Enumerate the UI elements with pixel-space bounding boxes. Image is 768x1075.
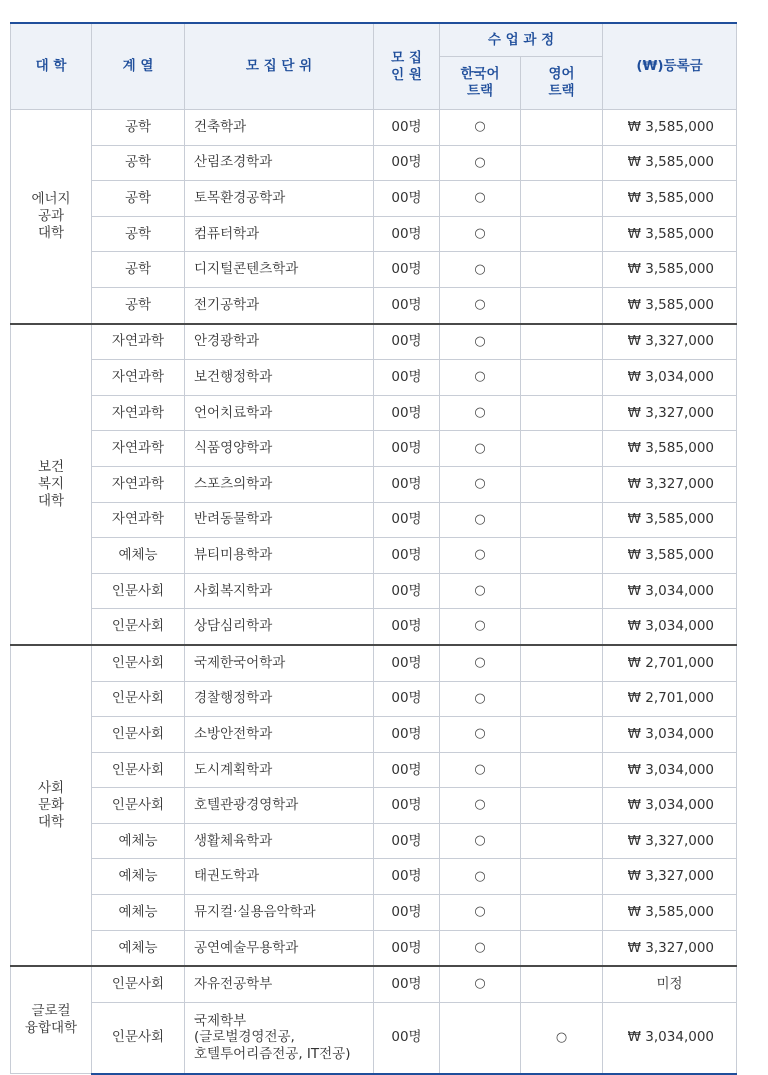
series-cell: 인문사회 (92, 966, 185, 1002)
table-row (11, 859, 737, 895)
series-cell: 예체능 (92, 895, 185, 931)
header-fee: (₩)등록금 (603, 23, 737, 110)
header-english-track (521, 57, 603, 110)
unit-cell: 전기공학과 (185, 287, 374, 323)
header-college: 대 학 (11, 23, 92, 110)
series-cell: 인문사회 (92, 752, 185, 788)
series-cell: 자연과학 (92, 502, 185, 538)
english-track-cell (521, 360, 603, 396)
english-track-cell (521, 324, 603, 360)
series-cell: 예체능 (92, 823, 185, 859)
series-cell: 자연과학 (92, 431, 185, 467)
quota-cell: 00명 (374, 930, 440, 966)
table-row (11, 573, 737, 609)
unit-cell: 언어치료학과 (185, 395, 374, 431)
series-cell: 자연과학 (92, 466, 185, 502)
english-track-cell (521, 502, 603, 538)
series-cell: 인문사회 (92, 645, 185, 681)
korean-track-cell: ○ (440, 538, 521, 574)
header-korean-line1: 한국어 (460, 66, 500, 83)
series-cell: 인문사회 (92, 788, 185, 824)
unit-cell: 토목환경공학과 (185, 181, 374, 217)
korean-track-cell: ○ (440, 252, 521, 288)
series-cell: 자연과학 (92, 395, 185, 431)
korean-track-cell: ○ (440, 645, 521, 681)
table-header (11, 23, 737, 110)
fee-cell: ₩ 3,327,000 (603, 324, 737, 360)
english-track-cell (521, 395, 603, 431)
series-cell: 공학 (92, 287, 185, 323)
series-cell: 자연과학 (92, 324, 185, 360)
fee-cell: ₩ 2,701,000 (603, 645, 737, 681)
korean-track-cell: ○ (440, 287, 521, 323)
college-cell: 보건 복지 대학 (11, 324, 92, 645)
fee-cell: ₩ 3,034,000 (603, 1002, 737, 1074)
english-track-cell (521, 431, 603, 467)
fee-cell: ₩ 3,585,000 (603, 216, 737, 252)
quota-cell: 00명 (374, 752, 440, 788)
tuition-table-container (10, 22, 736, 1075)
series-cell: 공학 (92, 181, 185, 217)
series-cell: 인문사회 (92, 609, 185, 645)
quota-cell: 00명 (374, 360, 440, 396)
korean-track-cell: ○ (440, 859, 521, 895)
fee-cell: ₩ 3,585,000 (603, 252, 737, 288)
fee-cell: ₩ 3,327,000 (603, 823, 737, 859)
fee-cell: ₩ 3,034,000 (603, 573, 737, 609)
korean-track-cell: ○ (440, 181, 521, 217)
table-row (11, 966, 737, 1002)
english-track-cell (521, 681, 603, 717)
table-row (11, 145, 737, 181)
table-row (11, 252, 737, 288)
quota-cell: 00명 (374, 681, 440, 717)
korean-track-cell: ○ (440, 681, 521, 717)
table-row (11, 181, 737, 217)
fee-cell: ₩ 3,585,000 (603, 287, 737, 323)
english-track-cell (521, 895, 603, 931)
english-track-cell (521, 609, 603, 645)
quota-cell: 00명 (374, 609, 440, 645)
table-row (11, 681, 737, 717)
table-row (11, 502, 737, 538)
quota-cell: 00명 (374, 466, 440, 502)
table-row (11, 930, 737, 966)
series-cell: 공학 (92, 145, 185, 181)
fee-cell: ₩ 3,327,000 (603, 930, 737, 966)
korean-track-cell (440, 1002, 521, 1074)
series-cell: 인문사회 (92, 573, 185, 609)
korean-track-cell: ○ (440, 823, 521, 859)
english-track-cell (521, 859, 603, 895)
english-track-cell (521, 145, 603, 181)
quota-cell: 00명 (374, 431, 440, 467)
korean-track-cell: ○ (440, 466, 521, 502)
korean-track-cell: ○ (440, 395, 521, 431)
series-cell: 공학 (92, 252, 185, 288)
quota-cell: 00명 (374, 645, 440, 681)
korean-track-cell: ○ (440, 966, 521, 1002)
unit-cell: 식품영양학과 (185, 431, 374, 467)
table-row (11, 538, 737, 574)
unit-cell: 컴퓨터학과 (185, 216, 374, 252)
unit-cell: 자유전공학부 (185, 966, 374, 1002)
unit-cell: 건축학과 (185, 110, 374, 146)
unit-cell: 반려동물학과 (185, 502, 374, 538)
korean-track-cell: ○ (440, 573, 521, 609)
quota-cell: 00명 (374, 1002, 440, 1074)
quota-cell: 00명 (374, 110, 440, 146)
fee-cell: ₩ 3,034,000 (603, 788, 737, 824)
table-row (11, 1002, 737, 1074)
english-track-cell (521, 181, 603, 217)
quota-cell: 00명 (374, 252, 440, 288)
fee-cell: ₩ 3,585,000 (603, 895, 737, 931)
header-korean-track (440, 57, 521, 110)
table-row (11, 609, 737, 645)
fee-cell: ₩ 3,327,000 (603, 466, 737, 502)
korean-track-cell: ○ (440, 717, 521, 753)
quota-cell: 00명 (374, 717, 440, 753)
korean-track-cell: ○ (440, 895, 521, 931)
table-row (11, 360, 737, 396)
korean-track-cell: ○ (440, 609, 521, 645)
unit-cell: 안경광학과 (185, 324, 374, 360)
quota-cell: 00명 (374, 823, 440, 859)
tuition-table (10, 22, 737, 1075)
english-track-cell (521, 752, 603, 788)
unit-cell: 사회복지학과 (185, 573, 374, 609)
english-track-cell (521, 538, 603, 574)
english-track-cell (521, 788, 603, 824)
english-track-cell (521, 252, 603, 288)
fee-cell: ₩ 3,327,000 (603, 859, 737, 895)
fee-cell: ₩ 3,034,000 (603, 752, 737, 788)
header-unit: 모 집 단 위 (185, 23, 374, 110)
fee-cell: ₩ 3,034,000 (603, 360, 737, 396)
fee-cell: 미정 (603, 966, 737, 1002)
fee-cell: ₩ 2,701,000 (603, 681, 737, 717)
table-row (11, 752, 737, 788)
english-track-cell: ○ (521, 1002, 603, 1074)
korean-track-cell: ○ (440, 324, 521, 360)
series-cell: 인문사회 (92, 717, 185, 753)
english-track-cell (521, 466, 603, 502)
english-track-cell (521, 645, 603, 681)
fee-cell: ₩ 3,585,000 (603, 502, 737, 538)
series-cell: 인문사회 (92, 681, 185, 717)
unit-cell: 상담심리학과 (185, 609, 374, 645)
quota-cell: 00명 (374, 573, 440, 609)
quota-cell: 00명 (374, 788, 440, 824)
unit-cell: 스포츠의학과 (185, 466, 374, 502)
unit-cell: 국제학부 (글로벌경영전공, 호텔투어리즘전공, IT전공) (185, 1002, 374, 1074)
english-track-cell (521, 823, 603, 859)
fee-cell: ₩ 3,585,000 (603, 538, 737, 574)
korean-track-cell: ○ (440, 752, 521, 788)
series-cell: 인문사회 (92, 1002, 185, 1074)
table-row (11, 717, 737, 753)
header-course: 수 업 과 정 (440, 23, 603, 57)
unit-cell: 뷰티미용학과 (185, 538, 374, 574)
table-row (11, 287, 737, 323)
table-row (11, 395, 737, 431)
table-row (11, 110, 737, 146)
series-cell: 예체능 (92, 930, 185, 966)
korean-track-cell: ○ (440, 216, 521, 252)
fee-cell: ₩ 3,034,000 (603, 609, 737, 645)
korean-track-cell: ○ (440, 110, 521, 146)
quota-cell: 00명 (374, 538, 440, 574)
college-cell: 사회 문화 대학 (11, 645, 92, 966)
table-row (11, 788, 737, 824)
korean-track-cell: ○ (440, 930, 521, 966)
fee-cell: ₩ 3,327,000 (603, 395, 737, 431)
unit-cell: 도시계획학과 (185, 752, 374, 788)
quota-cell: 00명 (374, 502, 440, 538)
quota-cell: 00명 (374, 287, 440, 323)
english-track-cell (521, 110, 603, 146)
korean-track-cell: ○ (440, 360, 521, 396)
header-series: 계 열 (92, 23, 185, 110)
table-body (11, 110, 737, 1074)
quota-cell: 00명 (374, 395, 440, 431)
quota-cell: 00명 (374, 895, 440, 931)
series-cell: 예체능 (92, 538, 185, 574)
quota-cell: 00명 (374, 859, 440, 895)
series-cell: 자연과학 (92, 360, 185, 396)
unit-cell: 뮤지컬·실용음악학과 (185, 895, 374, 931)
table-row (11, 466, 737, 502)
header-english-line1: 영어 (548, 66, 575, 83)
header-english-line2: 트랙 (548, 83, 575, 99)
fee-cell: ₩ 3,585,000 (603, 431, 737, 467)
unit-cell: 국제한국어학과 (185, 645, 374, 681)
table-row (11, 823, 737, 859)
unit-cell: 경찰행정학과 (185, 681, 374, 717)
fee-cell: ₩ 3,585,000 (603, 181, 737, 217)
english-track-cell (521, 216, 603, 252)
unit-cell: 생활체육학과 (185, 823, 374, 859)
college-cell: 글로컬 융합대학 (11, 966, 92, 1074)
college-cell: 에너지 공과 대학 (11, 110, 92, 324)
table-row (11, 216, 737, 252)
fee-cell: ₩ 3,585,000 (603, 145, 737, 181)
english-track-cell (521, 287, 603, 323)
english-track-cell (521, 930, 603, 966)
quota-cell: 00명 (374, 181, 440, 217)
quota-cell: 00명 (374, 216, 440, 252)
unit-cell: 호텔관광경영학과 (185, 788, 374, 824)
header-korean-line2: 트랙 (466, 83, 494, 99)
quota-cell: 00명 (374, 145, 440, 181)
series-cell: 공학 (92, 216, 185, 252)
series-cell: 예체능 (92, 859, 185, 895)
table-row (11, 895, 737, 931)
quota-cell: 00명 (374, 966, 440, 1002)
unit-cell: 태권도학과 (185, 859, 374, 895)
table-row (11, 431, 737, 467)
header-quota-line2: 인 원 (391, 66, 422, 83)
unit-cell: 보건행정학과 (185, 360, 374, 396)
header-quota (374, 23, 440, 110)
english-track-cell (521, 717, 603, 753)
fee-cell: ₩ 3,585,000 (603, 110, 737, 146)
unit-cell: 공연예술무용학과 (185, 930, 374, 966)
korean-track-cell: ○ (440, 788, 521, 824)
english-track-cell (521, 573, 603, 609)
unit-cell: 소방안전학과 (185, 717, 374, 753)
unit-cell: 디지털콘텐츠학과 (185, 252, 374, 288)
quota-cell: 00명 (374, 324, 440, 360)
korean-track-cell: ○ (440, 145, 521, 181)
series-cell: 공학 (92, 110, 185, 146)
english-track-cell (521, 966, 603, 1002)
korean-track-cell: ○ (440, 431, 521, 467)
fee-cell: ₩ 3,034,000 (603, 717, 737, 753)
table-row (11, 324, 737, 360)
korean-track-cell: ○ (440, 502, 521, 538)
unit-cell: 산림조경학과 (185, 145, 374, 181)
header-quota-line1: 모 집 (391, 49, 422, 66)
table-row (11, 645, 737, 681)
